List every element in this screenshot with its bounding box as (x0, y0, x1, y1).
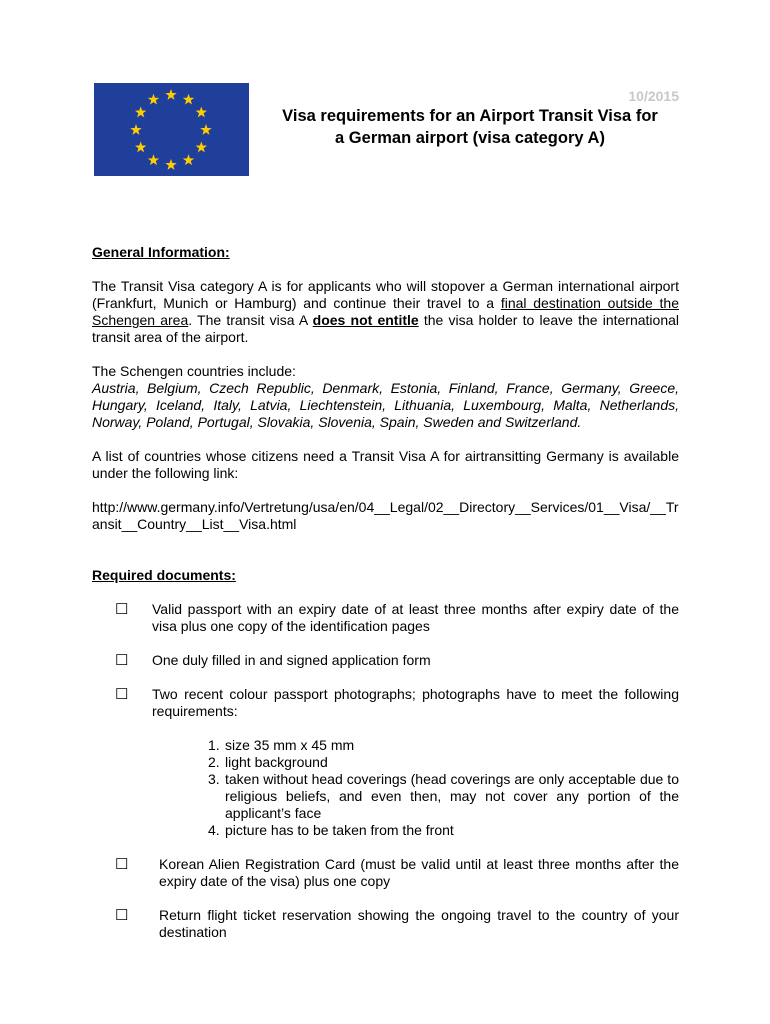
schengen-intro: The Schengen countries include: (92, 363, 296, 379)
transit-visa-paragraph (92, 278, 679, 346)
requirement-item (92, 686, 679, 720)
checkbox-icon[interactable]: ☐ (115, 907, 129, 924)
requirement-item (92, 652, 679, 669)
list-item (208, 754, 679, 771)
underlined-text: final destination outside the Schengen area (92, 295, 679, 328)
requirement-text: One duly filled in and signed application form (152, 652, 431, 668)
emphasis-text: does not entitle (312, 312, 419, 328)
checkbox-icon[interactable]: ☐ (115, 686, 129, 703)
list-item (208, 822, 679, 839)
list-text: taken without head coverings (head coverings are only acceptable due to religious beliefs, and even then, may not cover any portion of the applicant’s face (225, 771, 679, 821)
checkbox-icon[interactable]: ☐ (115, 601, 129, 618)
paragraph-text: . The transit visa A (188, 312, 313, 328)
document-body (92, 244, 679, 941)
eu-flag-icon (94, 83, 249, 176)
list-item (208, 737, 679, 754)
paragraph-text: The Transit Visa category A is for applicants who will stopover a German international airport (Frankfurt, Munich or Hamburg) and continue their travel to a (92, 278, 679, 311)
schengen-countries-list: Austria, Belgium, Czech Republic, Denmark, Estonia, Finland, France, Germany, Greece, Hungary, Iceland, Italy, Latvia, Liechtenstein, Lithuania, Luxembourg, Malta, Netherlands, Norway, Poland, Portugal, Slovakia, Slovenia, Spain, Sweden and Switzerland. (92, 380, 679, 430)
list-text: light background (225, 754, 328, 770)
list-text: size 35 mm x 45 mm (225, 737, 355, 753)
requirement-text: Korean Alien Registration Card (must be valid until at least three months after the expiry date of the visa) plus one copy (159, 856, 679, 889)
requirement-item (92, 601, 679, 635)
document-date: 10/2015 (628, 88, 679, 104)
list-number: 4. (208, 822, 220, 838)
list-number: 1. (208, 737, 220, 753)
list-item (208, 771, 679, 822)
country-list-link[interactable]: http://www.germany.info/Vertretung/usa/en/04__Legal/02__Directory__Services/01__Visa/__Transit__Country__List__Visa.html (92, 499, 679, 532)
required-documents-heading: Required documents: (92, 567, 236, 583)
checkbox-icon[interactable]: ☐ (115, 856, 129, 873)
photo-requirements-list (92, 737, 679, 839)
list-text: picture has to be taken from the front (225, 822, 454, 838)
title-line-1: Visa requirements for an Airport Transit Visa for (282, 107, 658, 125)
general-information-heading: General Information: (92, 244, 230, 260)
country-list-paragraph: A list of countries whose citizens need a Transit Visa A for airtransitting Germany is available under the following link: (92, 448, 679, 481)
page-title (255, 105, 685, 149)
requirement-item (92, 856, 679, 890)
requirement-text: Valid passport with an expiry date of at least three months after expiry date of the visa plus one copy of the identification pages (152, 601, 679, 634)
requirement-text: Return flight ticket reservation showing the ongoing travel to the country of your destination (159, 907, 679, 940)
list-number: 2. (208, 754, 220, 770)
paragraph-text: the visa holder to leave the international transit area of the airport. (92, 312, 680, 345)
title-line-2: a German airport (visa category A) (335, 129, 605, 147)
list-number: 3. (208, 771, 220, 787)
eu-flag-graphic (94, 83, 249, 176)
requirement-text: Two recent colour passport photographs; photographs have to meet the following requirements: (152, 686, 679, 719)
requirement-item (92, 907, 679, 941)
checkbox-icon[interactable]: ☐ (115, 652, 129, 669)
